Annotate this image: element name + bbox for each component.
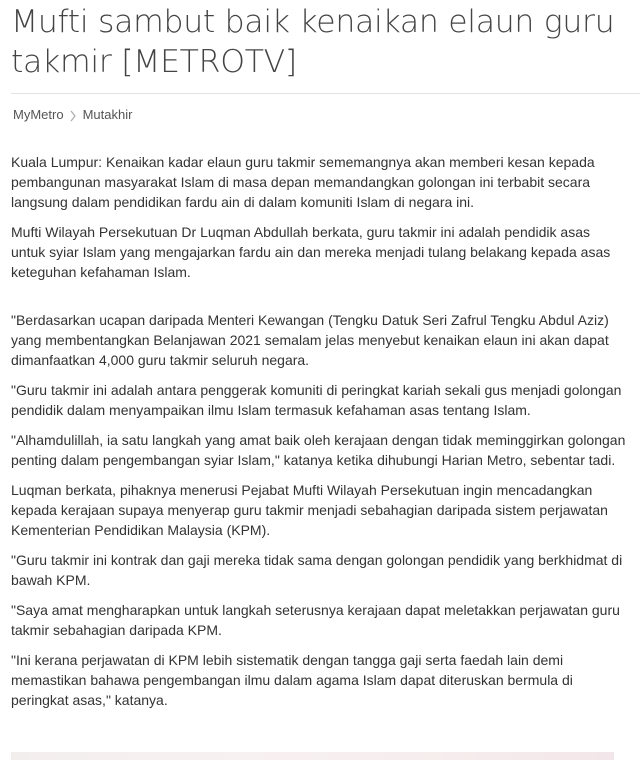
article-paragraph: "Guru takmir ini adalah antara penggerak komuniti di peringkat kariah sekali gus menjadi golongan pendidik dalam menyampaikan ilmu Islam termasuk kefahaman asas tentang Islam. bbox=[11, 382, 622, 418]
article-paragraph: "Ini kerana perjawatan di KPM lebih sistematik dengan tangga gaji serta faedah lain demi memastikan bahawa pengembangan ilmu dalam agama Islam dapat diteruskan bermula di peringkat asas," katanya. bbox=[11, 652, 573, 708]
article-paragraph: Kuala Lumpur: Kenaikan kadar elaun guru takmir sememangnya akan memberi kesan kepada pembangunan masyarakat Islam di masa depan memandangkan golongan ini terbabit secara langsung dalam pendidikan fardu ain di dalam komuniti Islam di negara ini. bbox=[11, 154, 595, 210]
article-headline: Mufti sambut baik kenaikan elaun guru takmir [METROTV] bbox=[11, 4, 615, 80]
article-paragraph: "Berdasarkan ucapan daripada Menteri Kewangan (Tengku Datuk Seri Zafrul Tengku Abdul Aziz) yang membentangkan Belanjawan 2021 semalam jelas menyebut kenaikan elaun ini akan dapat dimanfaatkan 4,000 guru takmir seluruh negara. bbox=[11, 312, 609, 368]
media-embed-edge bbox=[11, 752, 614, 760]
article-paragraph: Luqman berkata, pihaknya menerusi Pejabat Mufti Wilayah Persekutuan ingin mencadangkan kepada kerajaan supaya menyerap guru takmir menjadi sebahagian daripada sistem perjawatan Kementerian Pendidikan Malaysia (KPM). bbox=[11, 482, 608, 538]
header-divider bbox=[11, 93, 640, 94]
chevron-right-icon bbox=[69, 109, 77, 121]
breadcrumb-link-section[interactable]: Mutakhir bbox=[82, 107, 133, 122]
breadcrumb bbox=[13, 106, 132, 124]
article-body bbox=[11, 152, 626, 720]
article-paragraph: "Guru takmir ini kontrak dan gaji mereka tidak sama dengan golongan pendidik yang berkhidmat di bawah KPM. bbox=[11, 552, 623, 588]
article-paragraph: "Alhamdulillah, ia satu langkah yang amat baik oleh kerajaan dengan tidak meminggirkan golongan penting dalam pengembangan syiar Islam," katanya ketika dihubungi Harian Metro, sebentar tadi. bbox=[11, 432, 626, 468]
article-paragraph: "Saya amat mengharapkan untuk langkah seterusnya kerajaan dapat meletakkan perjawatan guru takmir sebahagian daripada KPM. bbox=[11, 602, 620, 638]
breadcrumb-link-home[interactable]: MyMetro bbox=[13, 107, 64, 122]
article-paragraph: Mufti Wilayah Persekutuan Dr Luqman Abdullah berkata, guru takmir ini adalah pendidik asas untuk syiar Islam yang mengajarkan fardu ain dan mereka menjadi tulang belakang kepada asas keteguhan kefahaman Islam. bbox=[11, 224, 611, 280]
